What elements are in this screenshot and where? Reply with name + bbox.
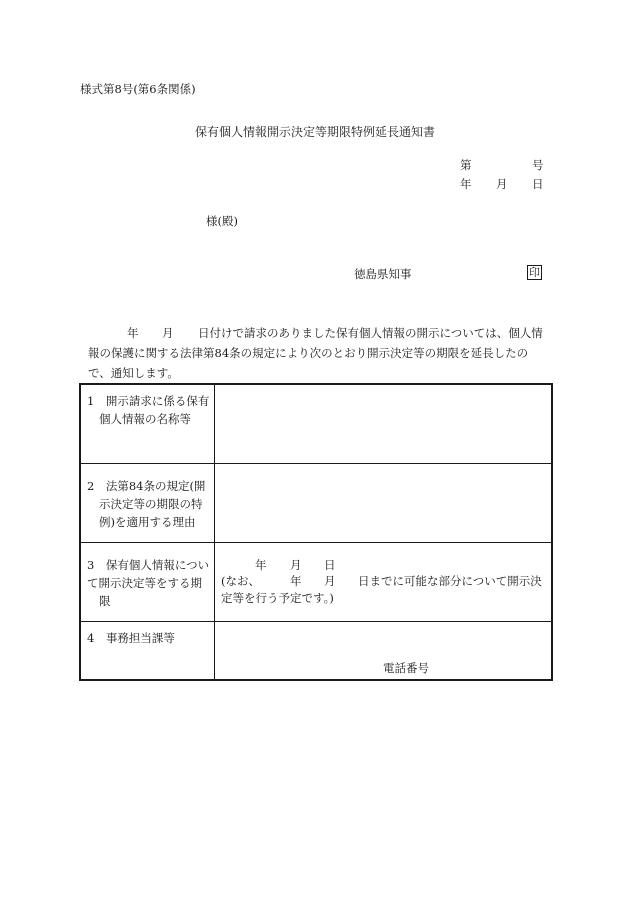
addressee: 様(殿) [206, 214, 238, 228]
table-row [81, 621, 551, 679]
issue-date-day: 日 [532, 177, 544, 191]
issue-date-month: 月 [496, 177, 508, 191]
note-open: (なお、 [221, 574, 260, 588]
row4-value-cell[interactable] [215, 622, 551, 679]
row2-label-line3: 例)を適用する理由 [99, 515, 196, 529]
row-label-cell [81, 543, 215, 622]
seal-mark: 印 [529, 266, 540, 279]
deadline-day: 日 [324, 558, 336, 572]
row3-label-line3: 限 [99, 594, 111, 608]
document-number-suffix: 号 [532, 158, 544, 172]
note-year: 年 [290, 574, 302, 588]
info-table [79, 383, 553, 681]
issuer-name: 徳島県知事 [354, 267, 412, 281]
phone-number-label: 電話番号 [383, 661, 429, 675]
body-line-3: で、通知します。 [88, 366, 179, 380]
deadline-month: 月 [290, 558, 302, 572]
form-number: 様式第8号(第6条関係) [80, 82, 196, 96]
body-line-1: 日付けで請求のありました保有個人情報の開示については、個人情 [198, 326, 543, 340]
row-label-cell [81, 622, 215, 679]
document-number-prefix: 第 [460, 158, 472, 172]
row2-label-line1: 2 法第84条の規定(開 [87, 479, 206, 493]
row2-value-cell[interactable] [215, 464, 551, 543]
document-title: 保有個人情報開示決定等期限特例延長通知書 [194, 125, 435, 139]
row3-label-line2: て開示決定等をする期 [87, 576, 202, 590]
row-label-cell [81, 385, 215, 463]
row1-label-line2: 個人情報の名称等 [99, 412, 191, 426]
row4-label: 4 事務担当課等 [87, 631, 175, 645]
note-rest: 日までに可能な部分について開示決 [358, 574, 542, 588]
body-line-2: 報の保護に関する法律第84条の規定により次のとおり開示決定等の期限を延長したの [88, 346, 529, 360]
row1-value-cell[interactable] [215, 385, 551, 463]
body-month: 月 [162, 326, 174, 340]
row3-label-line1: 3 保有個人情報につい [87, 558, 210, 572]
body-year: 年 [127, 326, 139, 340]
deadline-year: 年 [255, 558, 267, 572]
row3-value-cell[interactable] [215, 543, 551, 622]
row1-label-line1: 1 開示請求に係る保有 [87, 394, 210, 408]
note-line2: 定等を行う予定です。) [221, 591, 334, 605]
table-row [81, 463, 551, 543]
table-row [81, 542, 551, 622]
table-row [81, 385, 551, 463]
note-month: 月 [324, 574, 336, 588]
row-label-cell [81, 464, 215, 543]
row2-label-line2: 示決定等の期限の特 [99, 497, 203, 511]
issue-date-year: 年 [460, 177, 472, 191]
